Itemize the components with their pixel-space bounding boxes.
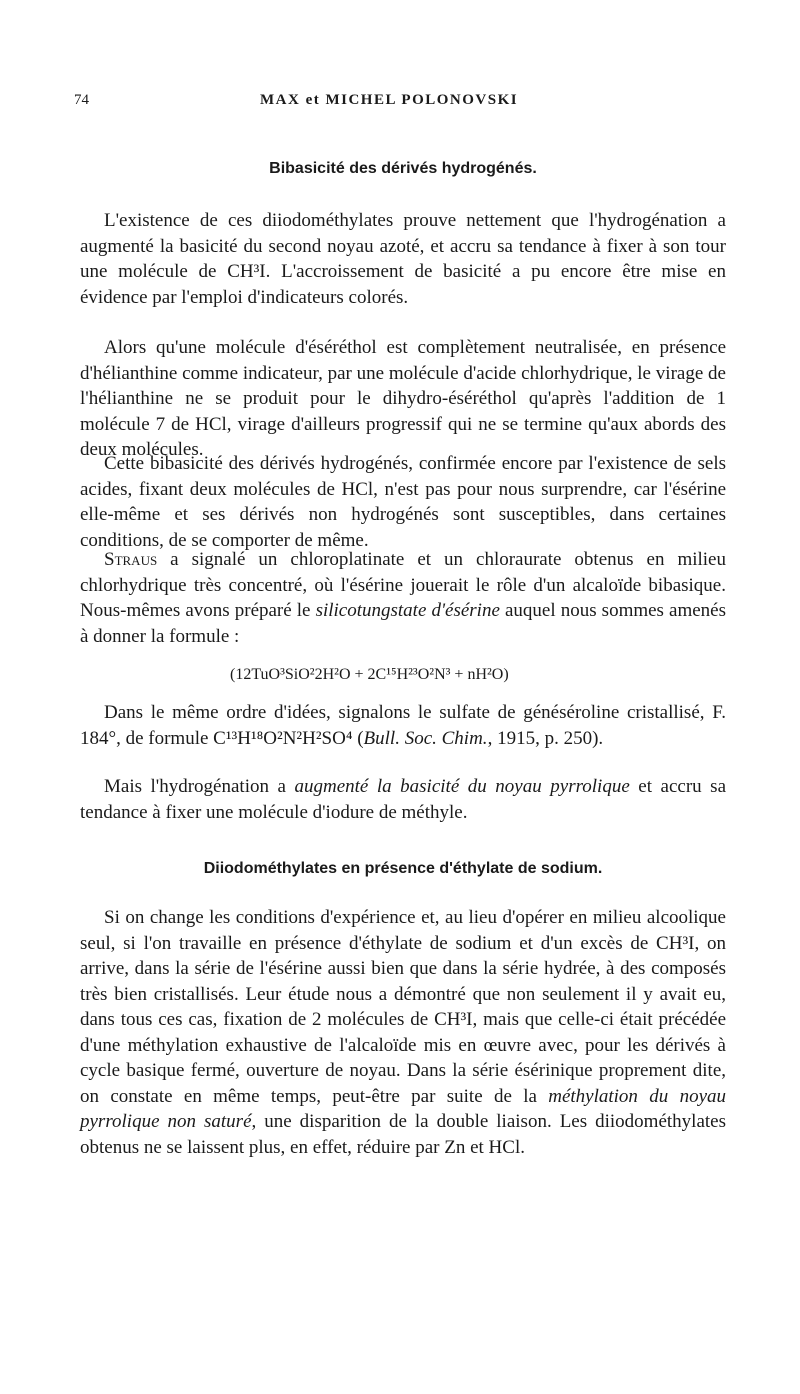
- paragraph-eserethol: Alors qu'une molécule d'éséréthol est complètement neutralisée, en présence d'hélianthine comme indicateur, par une molécule d'acide chlorhydrique, le virage de l'hélianthine ne se produit pour le dihydro-éséréthol qu'après l'addition de 1 molécule 7 de HCl, virage d'ailleurs progressif qui ne se termine qu'aux abords des deux molécules.: [80, 337, 726, 460]
- paragraph-ethylate-text-a: Si on change les conditions d'expérience et, au lieu d'opérer en milieu alcoolique seul, si l'on travaille en présence d'éthylate de sodium et d'un excès de CH³I, on arrive, dans la série de l'ésérine aussi bien que dans la série hydrée, à des composés très bien cristallisés. Leur étude nous a démontré que non seulement il y avait eu, dans tous ces cas, fixation de 2 molécules de CH³I, mais que celle-ci était précédée d'une méthylation exhaustive de l'alcaloïde mis en œuvre avec, pour les dérivés à cycle basique fermé, ouverture de noyau. Dans la série ésérinique proprement dite, on constate en même temps, peut-être par suite de la: [80, 907, 726, 1107]
- paragraph-hydrogenation-italic: augmenté la basicité du noyau pyrrolique: [294, 776, 630, 797]
- paragraph-generoseline-italic: Bull. Soc. Chim.: [363, 727, 488, 749]
- paragraph-straus: [80, 547, 726, 649]
- page-number: 74: [74, 92, 89, 108]
- paragraph-straus-text-a: a signalé un chloroplatinate et un chloraurate obtenus en milieu chlorhydrique très concentré, où l'ésérine jouerait le rôle d'un alcaloïde bibasique. Nous-mêmes avons préparé le: [80, 549, 726, 621]
- paragraph-straus-italic: silicotungstate d'ésérine: [315, 600, 500, 621]
- paragraph-generoseline: [80, 700, 726, 751]
- formula-silicotungstate: (12TuO³SiO²2H²O + 2C¹⁵H²³O²N³ + nH²O): [230, 666, 509, 683]
- section-title-diiodomethylates: Diiodométhylates en présence d'éthylate de sodium.: [203, 860, 603, 877]
- section-title-bibasicite: Bibasicité des dérivés hydrogénés.: [269, 160, 537, 177]
- paragraph-ethylate-italic: méthylation du noyau pyrrolique non saturé: [80, 1085, 727, 1132]
- paragraph-existence: L'existence de ces diiodométhylates prouve nettement que l'hydrogénation a augmenté la basicité du second noyau azoté, et accru sa tendance à fixer à son tour une molécule de CH³I. L'accroissement de basicité a pu encore être mise en évidence par l'emploi d'indicateurs colorés.: [80, 210, 726, 308]
- paragraph-generoseline-text-a: Dans le même ordre d'idées, signalons le sulfate de généséroline cristallisé, F. 184°, de formule C¹³H¹⁸O²N²H²SO⁴ (: [80, 702, 726, 749]
- paragraph-straus-text-b: auquel nous sommes amenés à donner la formule :: [80, 600, 726, 647]
- paragraph-hydrogenation-text-a: Mais l'hydrogénation a: [104, 776, 295, 797]
- running-head: [74, 92, 726, 114]
- paragraph-bibasicite: Cette bibasicité des dérivés hydrogénés, confirmée encore par l'existence de sels acides, fixant deux molécules de HCl, n'est pas pour nous surprendre, car l'ésérine elle-même et ses dérivés non hydrogénés sont susceptibles, dans certaines conditions, de se comporter de même.: [80, 453, 726, 551]
- running-head-authors: MAX et MICHEL POLONOVSKI: [260, 92, 519, 108]
- paragraph-ethylate: [80, 905, 726, 1160]
- paragraph-generoseline-text-b: , 1915, p. 250).: [487, 727, 604, 749]
- author-name-straus: Straus: [104, 549, 158, 570]
- paragraph-hydrogenation: [80, 774, 726, 825]
- paragraph-hydrogenation-text-b: et accru sa tendance à fixer une molécule d'iodure de méthyle.: [80, 776, 726, 823]
- paragraph-ethylate-text-b: , une disparition de la double liaison. Les diiodométhylates obtenus ne se laissent plus, en effet, réduire par Zn et HCl.: [80, 1111, 726, 1158]
